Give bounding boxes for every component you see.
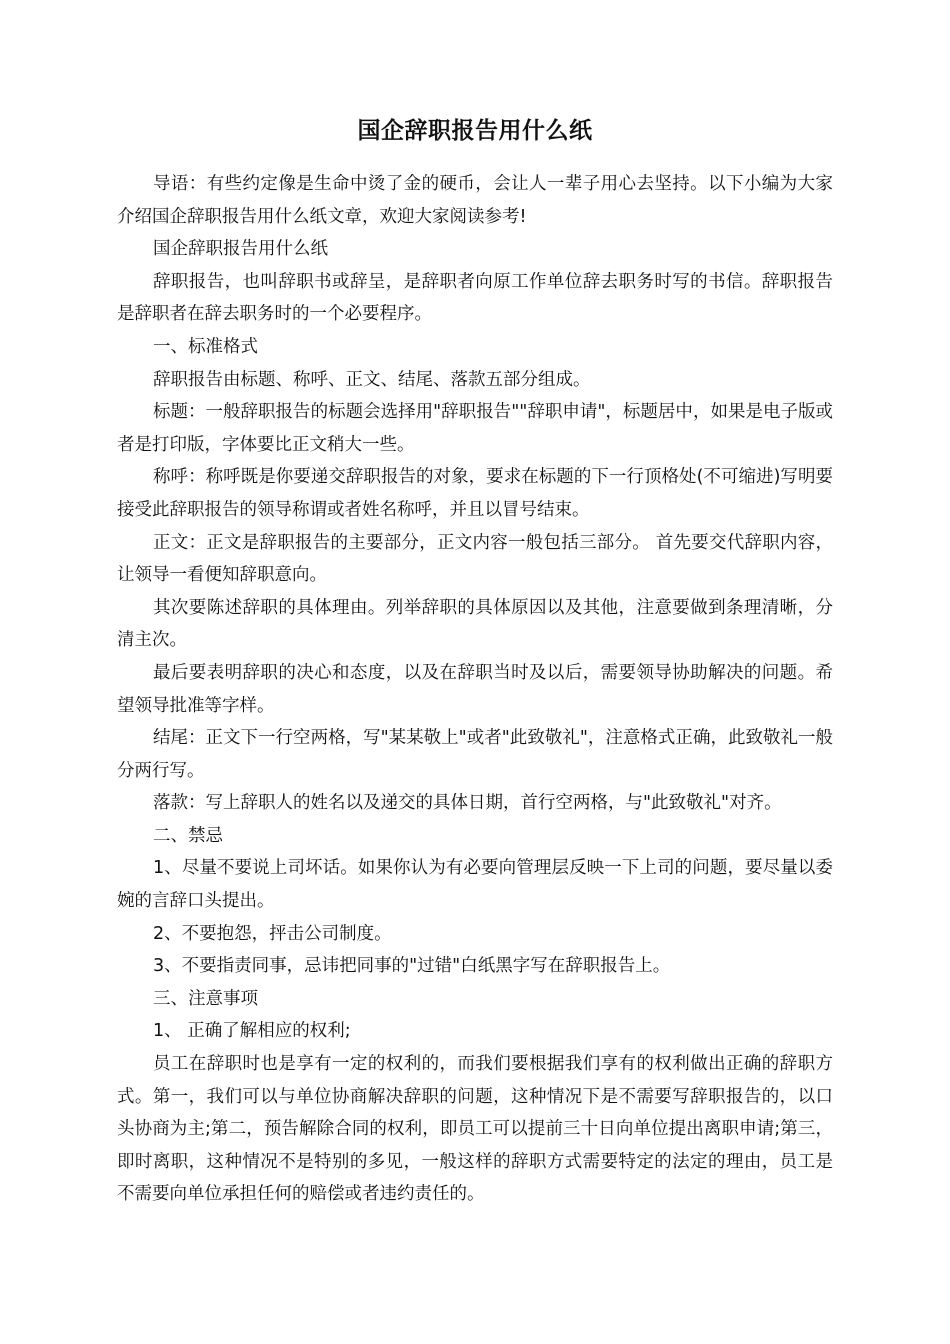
paragraph-subtitle: 国企辞职报告用什么纸: [153, 239, 328, 260]
paragraph-format-signature: 落款：写上辞职人的姓名以及递交的具体日期，首行空两格，与"此致敬礼"对齐。: [153, 793, 782, 814]
section-heading-taboos: 二、禁忌: [153, 825, 223, 846]
paragraph-format-body: 正文：正文是辞职报告的主要部分，正文内容一般包括三部分。 首先要交代辞职内容，让领导一看便知辞职意向。: [117, 532, 833, 586]
paragraph-definition: 辞职报告，也叫辞职书或辞呈，是辞职者向原工作单位辞去职务时写的书信。辞职报告是辞职者在辞去职务时的一个必要程序。: [117, 271, 833, 325]
document-body: [117, 168, 833, 1211]
paragraph-format-closing: 结尾：正文下一行空两格，写"某某敬上"或者"此致敬礼"，注意格式正确，此致敬礼一般分两行写。: [117, 728, 833, 781]
paragraph-format-title: 标题：一般辞职报告的标题会选择用"辞职报告""辞职申请"，标题居中，如果是电子版或者是打印版，字体要比正文稍大一些。: [117, 402, 833, 455]
paragraph-taboo-3: 3、不要指责同事，忌讳把同事的"过错"白纸黑字写在辞职报告上。: [153, 956, 671, 977]
paragraph-taboo-1: 1、尽量不要说上司坏话。如果你认为有必要向管理层反映一下上司的问题，要尽量以委婉的言辞口头提出。: [117, 858, 833, 912]
paragraph-format-parts: 辞职报告由标题、称呼、正文、结尾、落款五部分组成。: [153, 369, 591, 390]
section-heading-format: 一、标准格式: [153, 336, 258, 357]
paragraph-format-reasons: 其次要陈述辞职的具体理由。列举辞职的具体原因以及其他，注意要做到条理清晰，分清主次。: [117, 597, 833, 651]
document-page: [117, 112, 833, 1211]
paragraph-note-1-detail: 员工在辞职时也是享有一定的权利的，而我们要根据我们享有的权利做出正确的辞职方式。第一，我们可以与单位协商解决辞职的问题，这种情况下是不需要写辞职报告的，以口头协商为主;第二，预告解除合同的权利，即员工可以提前三十日向单位提出离职申请;第三，即时离职，这种情况不是特别的多见，一般这样的辞职方式需要特定的法定的理由，员工是不需要向单位承担任何的赔偿或者违约责任的。: [117, 1054, 833, 1205]
paragraph-format-attitude: 最后要表明辞职的决心和态度，以及在辞职当时及以后，需要领导协助解决的问题。希望领导批准等字样。: [117, 662, 833, 716]
paragraph-note-1: 1、 正确了解相应的权利;: [153, 1021, 351, 1042]
paragraph-intro: 导语：有些约定像是生命中烫了金的硬币，会让人一辈子用心去坚持。以下小编为大家介绍国企辞职报告用什么纸文章，欢迎大家阅读参考!: [117, 174, 833, 227]
paragraph-format-salutation: 称呼：称呼既是你要递交辞职报告的对象，要求在标题的下一行顶格处(不可缩进)写明要接受此辞职报告的领导称谓或者姓名称呼，并且以冒号结束。: [117, 467, 833, 520]
document-title: 国企辞职报告用什么纸: [357, 118, 593, 144]
paragraph-taboo-2: 2、不要抱怨，抨击公司制度。: [153, 923, 392, 944]
section-heading-notes: 三、注意事项: [153, 988, 258, 1009]
